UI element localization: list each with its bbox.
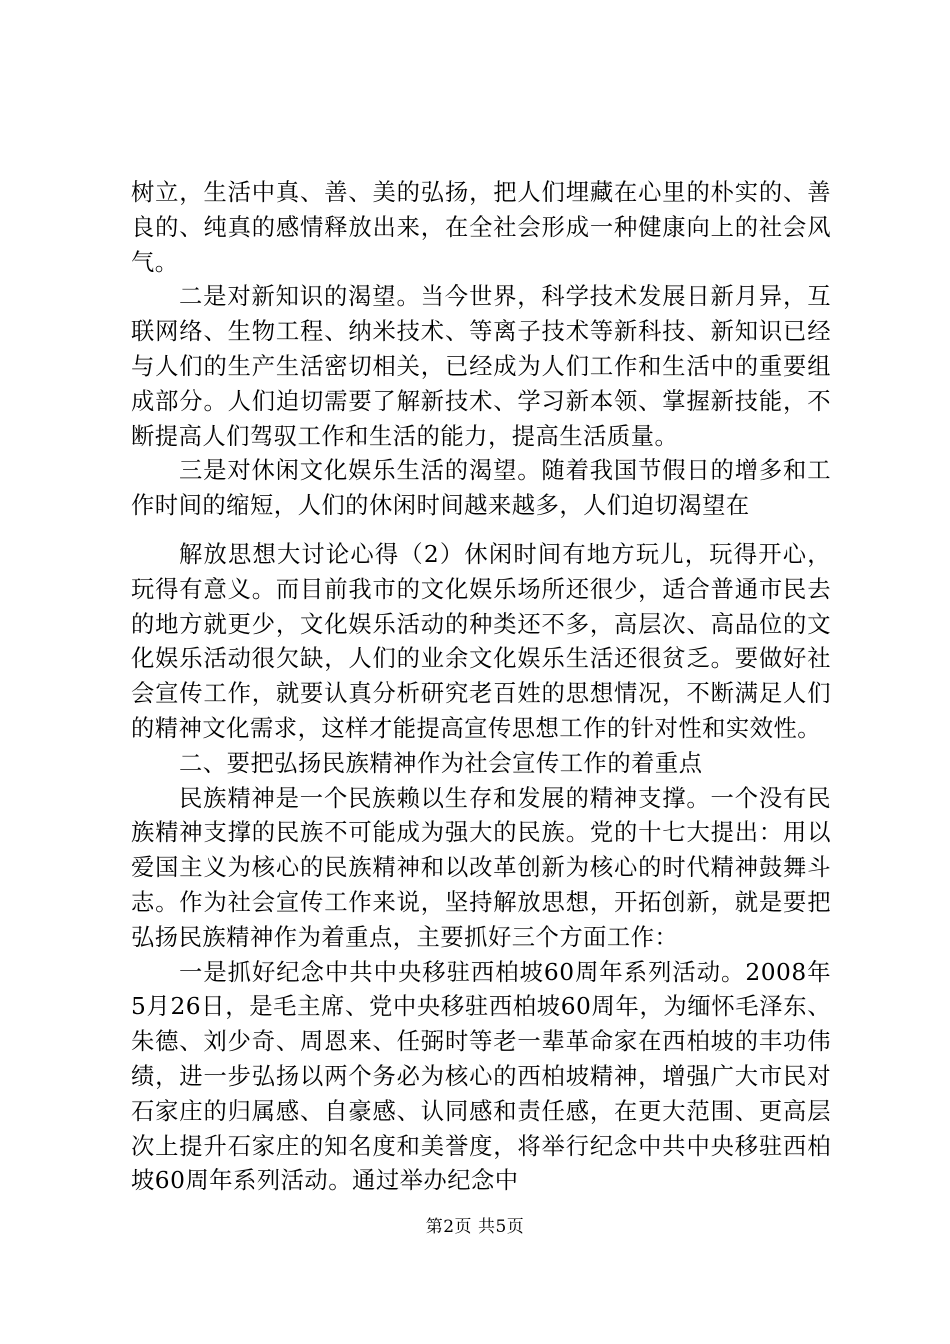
paragraph-leisure-continued: 解放思想大讨论心得（2）休闲时间有地方玩儿，玩得开心，玩得有意义。而目前我市的文化娱乐场所还很少，适合普通市民去的地方就更少，文化娱乐活动的种类还不多，高层次、高品位的文化娱乐活动很欠缺，人们的业余文化娱乐生活还很贫乏。要做好社会宣传工作，就要认真分析研究老百姓的思想情况，不断满足人们的精神文化需求，这样才能提高宣传思想工作的针对性和实效性。: [131, 540, 831, 742]
paragraph-continuation: 树立，生活中真、善、美的弘扬，把人们埋藏在心里的朴实的、善良的、纯真的感情释放出来，在全社会形成一种健康向上的社会风气。: [131, 179, 831, 276]
paragraph-xibaipo: 一是抓好纪念中共中央移驻西柏坡60周年系列活动。2008年5月26日，是毛主席、党中央移驻西柏坡60周年，为缅怀毛泽东、朱德、刘少奇、周恩来、任弼时等老一辈革命家在西柏坡的丰功伟绩，进一步弘扬以两个务必为核心的西柏坡精神，增强广大市民对石家庄的归属感、自豪感、认同感和责任感，在更大范围、更高层次上提升石家庄的知名度和美誉度，将举行纪念中共中央移驻西柏坡60周年系列活动。通过举办纪念中: [131, 958, 831, 1195]
section-heading-national-spirit: 二、要把弘扬民族精神作为社会宣传工作的着重点: [179, 749, 703, 777]
paragraph-leisure: 三是对休闲文化娱乐生活的渴望。随着我国节假日的增多和工作时间的缩短，人们的休闲时间越来越多，人们迫切渴望在: [131, 457, 831, 520]
page-footer: 第2页 共5页: [425, 1217, 525, 1237]
paragraph-national-spirit: 民族精神是一个民族赖以生存和发展的精神支撑。一个没有民族精神支撑的民族不可能成为强大的民族。党的十七大提出：用以爱国主义为核心的民族精神和以改革创新为核心的时代精神鼓舞斗志。作为社会宣传工作来说，坚持解放思想，开拓创新，就是要把弘扬民族精神作为着重点，主要抓好三个方面工作：: [131, 784, 831, 951]
paragraph-new-knowledge: 二是对新知识的渴望。当今世界，科学技术发展日新月异，互联网络、生物工程、纳米技术、等离子技术等新科技、新知识已经与人们的生产生活密切相关，已经成为人们工作和生活中的重要组成部分。人们迫切需要了解新技术、学习新本领、掌握新技能，不断提高人们驾驭工作和生活的能力，提高生活质量。: [131, 283, 831, 450]
document-body: [131, 176, 831, 1199]
